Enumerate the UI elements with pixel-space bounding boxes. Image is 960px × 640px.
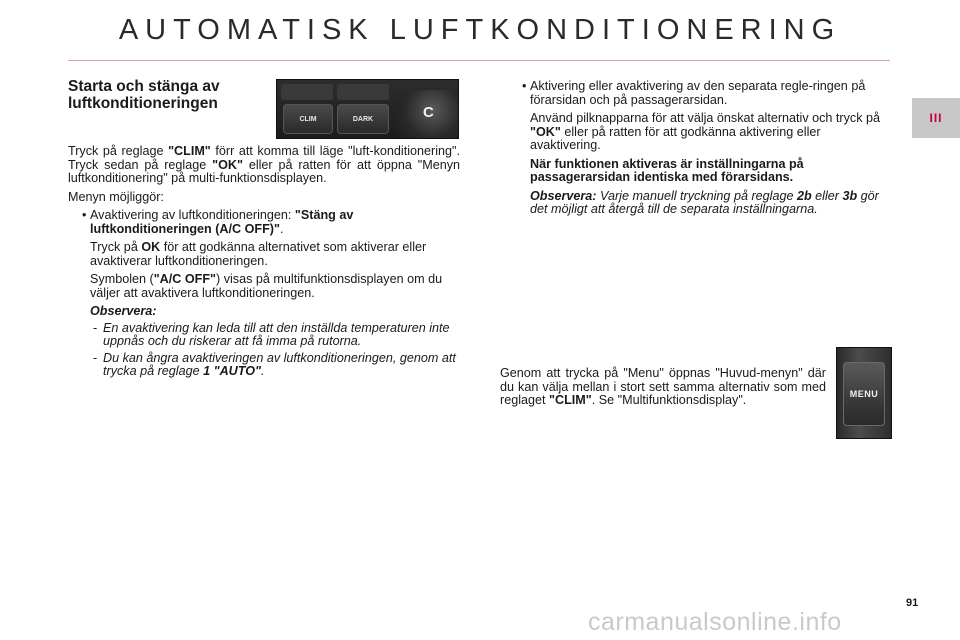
right-note bbox=[508, 190, 884, 217]
note-text: Du kan ångra avaktiveringen av luftkonditioneringen, genom att trycka på reglage bbox=[103, 350, 456, 378]
left-column bbox=[68, 145, 460, 382]
title-divider bbox=[68, 60, 890, 61]
right-column bbox=[508, 80, 884, 222]
dash-mark: - bbox=[93, 320, 98, 335]
clim-panel-photo bbox=[276, 79, 459, 139]
arrows-paragraph bbox=[508, 112, 884, 153]
auto-reference: 1 "AUTO" bbox=[203, 364, 262, 378]
deactivation-bullet bbox=[68, 209, 460, 236]
note-label-text: Observera: bbox=[530, 188, 597, 203]
dark-button-label: DARK bbox=[352, 115, 374, 123]
page-title: AUTOMATISK LUFTKONDITIONERING bbox=[118, 14, 842, 46]
note-label bbox=[68, 305, 460, 319]
menu-paragraph bbox=[500, 367, 826, 408]
note-text: En avaktivering kan leda till att den inställda temperaturen inte uppnås och du riskerar att få imma på rutorna. bbox=[103, 320, 450, 348]
ac-off-symbol: "A/C OFF" bbox=[153, 272, 217, 286]
page-number: 91 bbox=[906, 597, 919, 609]
bullet-mark: • bbox=[522, 79, 527, 93]
arrows-text: Använd pilknapparna för att välja önskat alternativ och tryck på bbox=[530, 111, 881, 125]
note-text: . bbox=[261, 364, 265, 378]
clim-reference: "CLIM" bbox=[549, 393, 592, 407]
ok-paragraph bbox=[68, 241, 460, 268]
intro-paragraph bbox=[68, 145, 460, 186]
c-knob-label: C bbox=[423, 104, 434, 121]
symbol-text: ) visas på multifunktionsdisplayen om du väljer att avaktivera luftkonditioneringen. bbox=[90, 272, 443, 300]
clim-button-label: CLIM bbox=[299, 115, 317, 123]
bullet-text: . bbox=[279, 221, 284, 236]
ok-reference: OK bbox=[141, 240, 161, 254]
control-2b-reference: 2b bbox=[796, 188, 812, 203]
note-text: Varje manuell tryckning på reglage bbox=[596, 188, 797, 203]
note-dash-item bbox=[68, 322, 460, 349]
ok-text: Tryck på bbox=[90, 240, 142, 254]
chapter-tab[interactable]: III bbox=[912, 98, 960, 138]
separate-regulation-bullet bbox=[508, 80, 884, 107]
identical-settings-text: När funktionen aktiveras är inställningarna på passagerarsidan identiska med förarsidans. bbox=[530, 156, 804, 184]
menu-text: Genom att trycka på "Menu" öppnas "Huvud-menyn" där du kan välja mellan i stort sett samma alternativ som med reglaget bbox=[500, 366, 826, 407]
symbol-text: Symbolen ( bbox=[90, 272, 154, 286]
identical-settings-paragraph bbox=[508, 158, 884, 185]
note-text: gör det möjligt att återgå till de separata inställningarna. bbox=[530, 188, 879, 216]
intro-text: förr att komma till läge "luft-konditionering". Tryck sedan på reglage bbox=[68, 144, 460, 172]
menu-text: . Se "Multifunktionsdisplay". bbox=[591, 393, 747, 407]
clim-hardware-button bbox=[283, 104, 333, 134]
menu-hardware-button bbox=[843, 362, 885, 426]
note-label-text: Observera: bbox=[90, 304, 157, 318]
bullet-text: Avaktivering av luftkonditioneringen: bbox=[90, 208, 295, 222]
ok-reference: "OK" bbox=[212, 157, 243, 172]
dash-mark: - bbox=[93, 350, 98, 365]
intro-text: Tryck på reglage bbox=[68, 144, 169, 158]
bullet-text: Aktivering eller avaktivering av den separata regle-ringen på förarsidan och på passagerarsidan. bbox=[530, 79, 866, 107]
menu-button-photo bbox=[836, 347, 892, 439]
panel-upper-button bbox=[281, 84, 333, 100]
c-knob bbox=[393, 90, 459, 139]
control-3b-reference: 3b bbox=[842, 188, 858, 203]
ac-off-option: "Stäng av luftkonditioneringen (A/C OFF)" bbox=[90, 208, 354, 236]
menu-button-label: MENU bbox=[849, 389, 879, 399]
panel-upper-button bbox=[337, 84, 389, 100]
section-heading: Starta och stänga av luftkonditioneringen bbox=[68, 78, 220, 112]
menu-allows-text: Menyn möjliggör: bbox=[68, 189, 164, 204]
watermark: carmanualsonline.info bbox=[588, 608, 842, 636]
intro-text: eller på ratten för att öppna "Menyn luftkonditionering" på multi-funktionsdisplayen. bbox=[68, 157, 461, 185]
dark-hardware-button bbox=[337, 104, 389, 134]
bullet-mark: • bbox=[82, 208, 87, 222]
note-text: eller bbox=[811, 188, 843, 203]
symbol-paragraph bbox=[68, 273, 460, 300]
note-dash-item bbox=[68, 352, 460, 379]
clim-reference: "CLIM" bbox=[168, 144, 211, 158]
arrows-text: eller på ratten för att godkänna aktivering eller avaktivering. bbox=[530, 124, 821, 152]
ok-text: för att godkänna alternativet som aktiverar eller avaktiverar luftkonditioneringen. bbox=[90, 240, 427, 268]
ok-reference: "OK" bbox=[530, 124, 561, 139]
